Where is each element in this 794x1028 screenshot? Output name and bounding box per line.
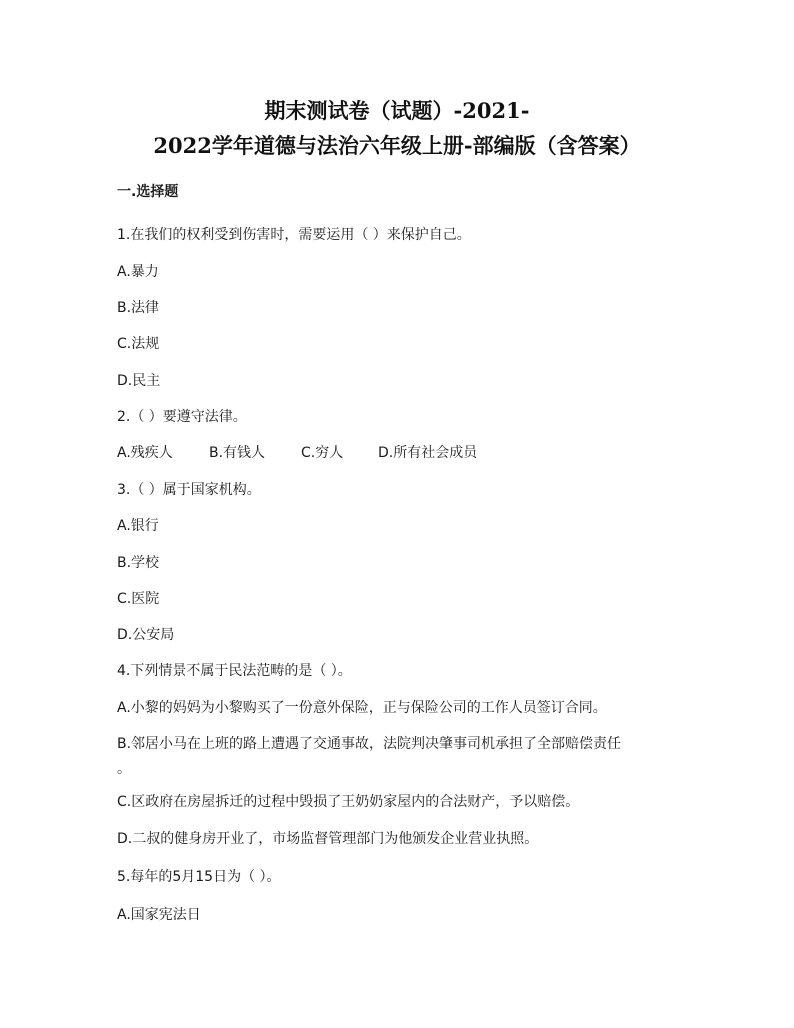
question-5-option-a: A.国家宪法日 [117, 907, 201, 923]
question-3-option-a: A.银行 [117, 518, 159, 534]
question-2-option-b: B.有钱人 [209, 445, 266, 461]
document-title-line-2: 2022学年道德与法治六年级上册-部编版（含答案） [153, 133, 641, 158]
question-3-option-b: B.学校 [117, 555, 160, 571]
question-2-option-a: A.残疾人 [117, 445, 173, 461]
document-title-line-1: 期末测试卷（试题）-2021- [264, 98, 530, 123]
question-2-option-c: C.穷人 [301, 445, 344, 461]
question-1-option-c: C.法规 [117, 336, 160, 352]
question-2-option-d: D.所有社会成员 [378, 445, 478, 461]
question-3-option-d: D.公安局 [117, 627, 175, 643]
question-1-option-a: A.暴力 [117, 264, 159, 280]
question-1-option-b: B.法律 [117, 300, 160, 316]
question-1-stem: 1.在我们的权利受到伤害时，需要运用（ ）来保护自己。 [117, 227, 471, 243]
section-heading: 一.选择题 [117, 184, 179, 200]
question-1-option-d: D.民主 [117, 373, 161, 389]
question-3-option-c: C.医院 [117, 591, 160, 607]
question-2-stem: 2.（ ）要遵守法律。 [117, 409, 247, 425]
question-2-options [117, 444, 477, 462]
question-4-option-a: A.小黎的妈妈为小黎购买了一份意外保险，正与保险公司的工作人员签订合同。 [117, 700, 607, 716]
question-5-stem: 5.每年的5月15日为（ ）。 [117, 869, 281, 885]
question-4-option-c: C.区政府在房屋拆迁的过程中毁损了王奶奶家屋内的合法财产，予以赔偿。 [117, 794, 580, 810]
question-4-option-b: B.邻居小马在上班的路上遭遇了交通事故，法院判决肇事司机承担了全部赔偿责任 [117, 736, 622, 752]
question-3-stem: 3.（ ）属于国家机构。 [117, 482, 261, 498]
question-4-option-d: D.二叔的健身房开业了，市场监督管理部门为他颁发企业营业执照。 [117, 831, 539, 847]
question-4-option-b-wrap: 。 [117, 761, 131, 777]
question-4-stem: 4.下列情景不属于民法范畴的是（ ）。 [117, 663, 352, 679]
